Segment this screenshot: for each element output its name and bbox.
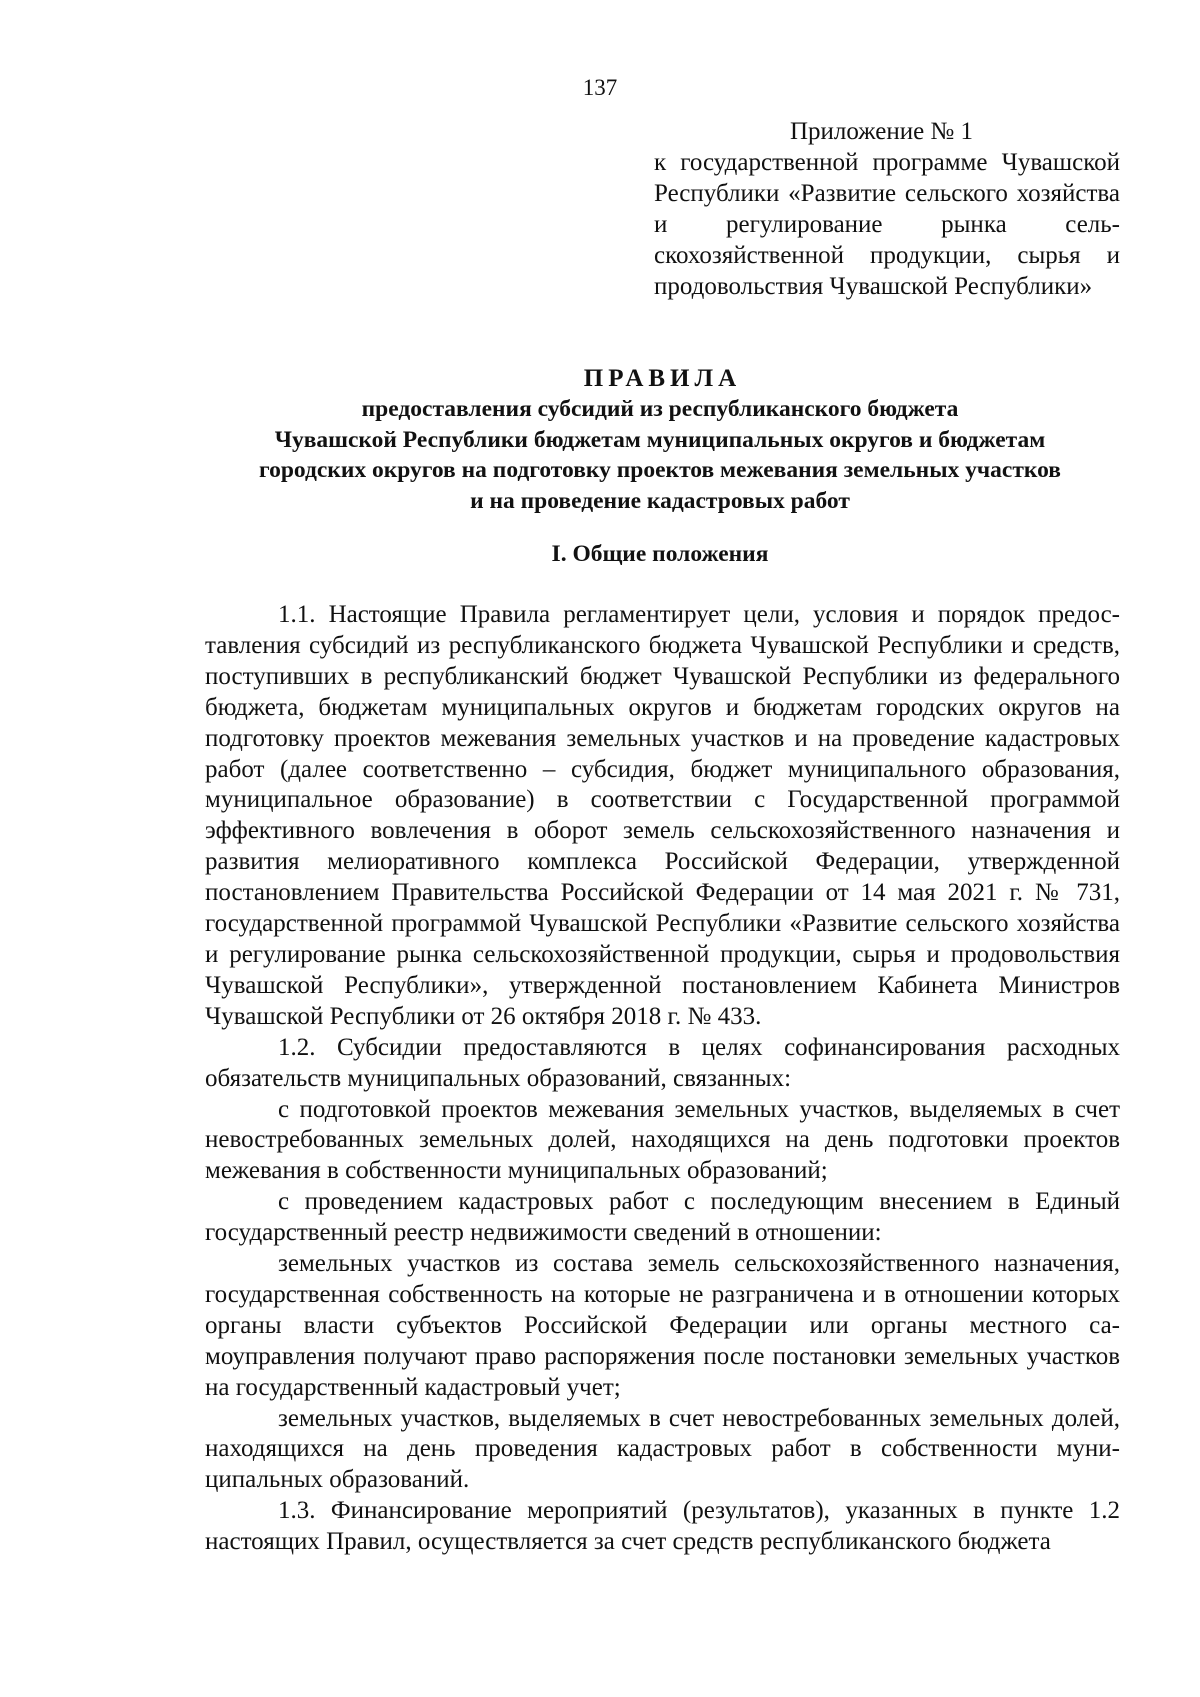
annex-title: Приложение № 1 [790, 118, 974, 145]
paragraph-1-2-subitem-1: земельных участков из состава земель сельскохозяйственного назначения, государственная собственность на которые не разграничена и в отношении которых органы власти субъектов Российской Федерации или органы местного самоуправления получают право распоряжения после постановки земельных участков на государственный кадастровый учет; [205, 1250, 1120, 1401]
paragraph-1-2: 1.2. Субсидии предоставляются в целях софинансирования расходных обязательств муниципальных образований, связанных: [205, 1033, 1120, 1092]
annex-text: к государственной программе Чувашской Республики «Развитие сельского хозяйства и регулирование рынка сельскохозяйственной продукции, сырья и продовольствия Чувашской Республики» [654, 149, 1120, 300]
rules-subtitle: предоставления субсидий из республиканского бюджета Чувашской Республики бюджетам муниципальных округов и бюджетам городских округов на подготовку проектов межевания земельных участков и на проведение кадастровых работ [259, 396, 1061, 514]
annex-block [654, 116, 1120, 302]
paragraph-1-2-subitem-2: земельных участков, выделяемых в счет невостребованных земельных долей, находящихся на день проведения кадастровых работ в собственности муниципальных образований. [205, 1404, 1120, 1494]
section-heading: I. Общие положения [551, 541, 769, 567]
document-body [205, 600, 1120, 1558]
rules-heading: ПРАВИЛА [583, 365, 742, 392]
document-title [160, 363, 1160, 516]
paragraph-1-1: 1.1. Настоящие Правила регламентирует цели, условия и порядок предоставления субсидий из республиканского бюджета Чувашской Республики и средств, поступивших в республиканский бюджет Чувашской Республики из федерального бюджета, бюджетам муниципальных округов и бюджетам городских округов на подготовку проектов межевания земельных участков и на проведение кадастровых работ (далее соответственно – субсидия, бюджет муниципального образования, муниципальное образование) в соответствии с Государственной программой эффективного вовлечения в оборот земель сельскохозяйственного назначения и развития мелиоративного комплекса Российской Федерации, утвержденной постановлением Правительства Российской Федерации от 14 мая 2021 г. № 731, государственной программой Чувашской Республики «Развитие сельского хозяйства и регулирование рынка сельскохозяйственной продукции, сырья и продовольствия Чувашской Республики», утвержденной постановлением Кабинета Министров Чувашской Республики от 26 октября 2018 г. № 433. [205, 601, 1120, 1030]
paragraph-1-3: 1.3. Финансирование мероприятий (результатов), указанных в пункте 1.2 настоящих Правил, осуществляется за счет средств республиканского бюджета [205, 1497, 1120, 1556]
paragraph-1-2-item-2: с проведением кадастровых работ с последующим внесением в Единый государственный реестр недвижимости сведений в отношении: [205, 1188, 1120, 1247]
page-number: 137 [582, 75, 618, 100]
paragraph-1-2-item-1: с подготовкой проектов межевания земельных участков, выделяемых в счет невостребованных земельных долей, находящихся на день подготовки проектов межевания в собственности муниципальных образований; [205, 1095, 1120, 1185]
